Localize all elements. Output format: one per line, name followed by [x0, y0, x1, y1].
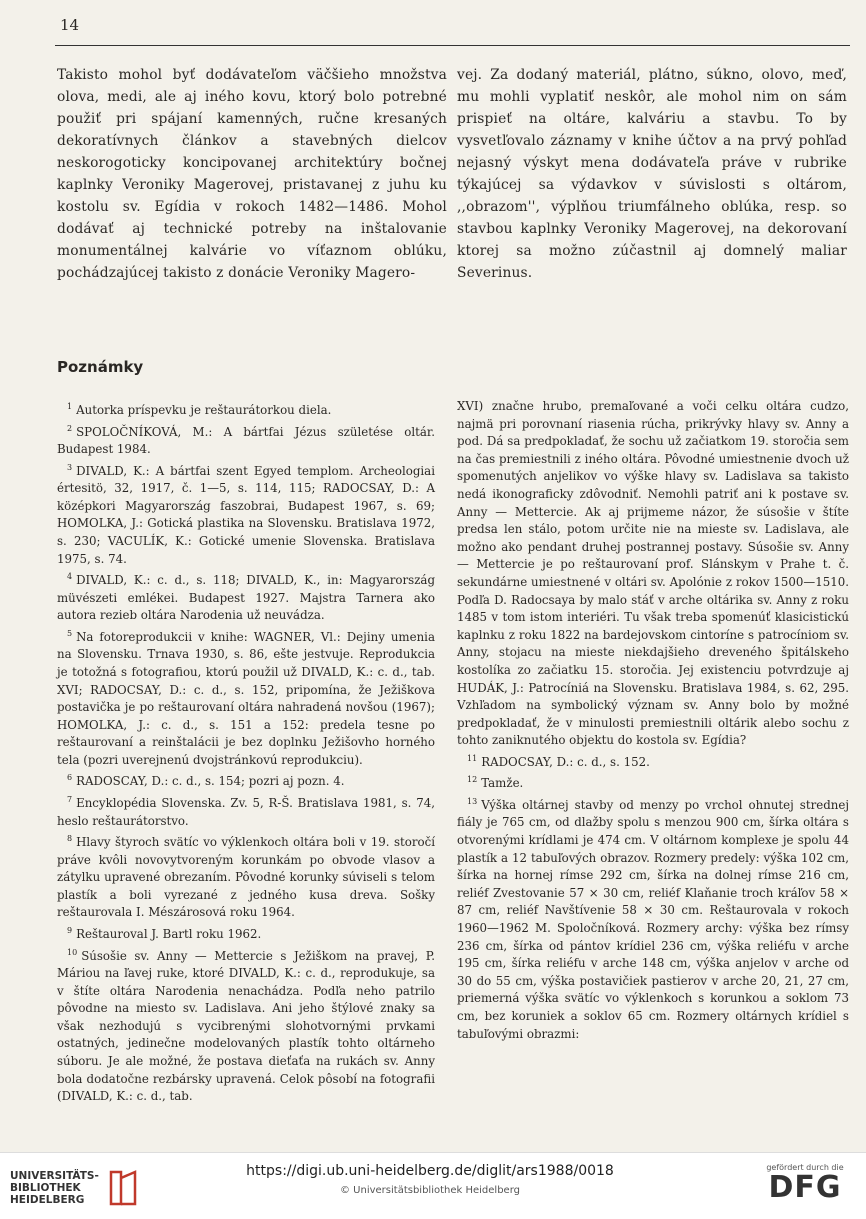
footnote-number: 8 — [67, 834, 73, 844]
footnote-number: 4 — [67, 572, 73, 582]
dfg-logo[interactable] — [760, 1163, 850, 1204]
footnote — [457, 750, 849, 772]
footnote-number: 11 — [467, 753, 478, 763]
footnote-text: DIVALD, K.: c. d., s. 118; DIVALD, K., in: Magyarország müvészeti emlékei. Budapest 1927. Majstra Tarnera ako autora rezieb oltára Narodenia už neuvádza. — [57, 573, 435, 623]
footnote-text: Na fotoreprodukcii v knihe: WAGNER, Vl.: Dejiny umenia na Slovensku. Trnava 1930, s. 86, ešte jestvuje. Reprodukcia je totožná s fotografiou, ktorú použil už DIVALD, K.: c. d., tab. XVI; RADOCSAY, D.: c. d., s. 152, pripomína, že Ježiškova postavička je po reštaurovaní oltára nahradená novšou (1967); HOMOLKA, J.: c. d., s. 151 a 152: predela tesne po reštaurovaní a reinštalácii je bez doplnku Ježišovho horného tela (pozri uverejnenú dvojstránkovú reprodukciu). — [57, 629, 435, 767]
notes-heading: Poznámky — [57, 358, 144, 376]
logo-line: HEIDELBERG — [10, 1194, 85, 1206]
library-logo[interactable] — [10, 1168, 139, 1208]
footnote-number: 12 — [467, 775, 478, 785]
footnote — [457, 793, 849, 1043]
body-paragraph: vej. Za dodaný materiál, plátno, súkno, olovo, meď, mu mohli vyplatiť neskôr, ale mohol nim on sám prispieť na oltáre, kalváriu a stavbu. To by vysvetľovalo záznamy v knihe účtov a na prvý pohľad nejasný výskyt mena dodávateľa práve v rubrike týkajúcej sa výdavkov v súvislosti s oltárom, ,,obrazom'', výplňou triumfálneho oblúka, resp. so stavbou kaplnky Veroniky Magerovej, na dekorovaní ktorej sa možno zúčastnil aj domnelý maliar Severinus. — [457, 67, 847, 281]
notes-column-left — [57, 398, 435, 1106]
footnote — [57, 769, 435, 791]
footnote — [457, 771, 849, 793]
copyright-text: © Universitätsbibliothek Heidelberg — [339, 1185, 520, 1196]
library-emblem-icon — [105, 1168, 139, 1208]
logo-line: BIBLIOTHEK — [10, 1182, 81, 1194]
footnote-number: 2 — [67, 423, 73, 433]
footnote — [57, 459, 435, 568]
footnote — [57, 420, 435, 459]
footnote-text: RADOSCAY, D.: c. d., s. 154; pozri aj pozn. 4. — [76, 774, 345, 789]
footnote-number: 9 — [67, 926, 73, 935]
footnote-number: 7 — [67, 795, 73, 804]
body-paragraph: Takisto mohol byť dodávateľom väčšieho množstva olova, medi, ale aj iného kovu, ktorý bolo potrebné použiť pri spájaní kamenných, ručne kresaných dekoratívnych článkov a stavebných dielcov neskorogoticky koncipovanej architektúry bočnej kaplnky Veroniky Magerovej, pristavanej z juhu ku kostolu sv. Egídia v rokoch 1482—1486. Mohol dodávať aj technické potreby na inštalovanie monumentálnej kalvárie vo víťaznom oblúku, pochádzajúcej takisto z donácie Veroniky Magero- — [57, 67, 447, 281]
footnote — [57, 791, 435, 830]
footnote — [57, 398, 435, 420]
footnote — [57, 830, 435, 922]
footnote-number: 1 — [67, 402, 73, 411]
logo-line: UNIVERSITÄTS- — [10, 1170, 99, 1182]
footnote-text: Reštauroval J. Bartl roku 1962. — [76, 926, 262, 941]
footnote-text: Výška oltárnej stavby od menzy po vrchol ohnutej strednej fiály je 765 cm, od dlažby spolu s menzou 900 cm, šírka oltára s otvorenými krídlami je 474 cm. V oltárnom komplexe je spolu 44 plastík a 12 tabuľových obrazov. Rozmery predely: výška 102 cm, šírka na hornej rímse 292 cm, šírka na dolnej rímse 216 cm, reliéf Zvestovanie 57 × 30 cm, reliéf Klaňanie troch kráľov 58 × 87 cm, reliéf Navštívenie 58 × 30 cm. Reštaurovala v rokoch 1960—1962 M. Spoločníková. Rozmery archy: výška bez rímsy 236 cm, šírka od pántov krídiel 236 cm, výška reliéfu v arche 195 cm, šírka reliéfu v arche 148 cm, výška anjelov v arche od 30 do 55 cm, výška postavičiek pastierov v arche 20, 21, 27 cm, priemerná výška svätíc vo výklenkoch s korunkou a soklom 73 cm, bez koruniek a soklov 65 cm. Rozmery oltárnych krídiel s tabuľovými obrazmi: — [457, 797, 849, 1041]
footnote — [57, 922, 435, 944]
footnote — [57, 625, 435, 770]
footnote — [57, 944, 435, 1106]
footnote-number: 13 — [467, 796, 478, 806]
body-column-right — [457, 64, 847, 284]
header-rule — [55, 45, 850, 46]
footnote-number: 6 — [67, 773, 73, 783]
footnote-number: 3 — [67, 462, 73, 472]
footnote-text: Autorka príspevku je reštaurátorkou diela. — [76, 402, 332, 417]
footnote-text: Hlavy štyroch svätíc vo výklenkoch oltára boli v 19. storočí práve kvôli novovytvoreným korunkám po obvode vlasov a zátylku upravené obrezaním. Pôvodné korunky súviseli s telom plastík a boli vyrezané z jedného kusa dreva. Sošky reštaurovala I. Mészárosová roku 1964. — [57, 835, 435, 920]
note-continuation: XVI) značne hrubo, premaľované a voči celku oltára cudzo, najmä pri porovnaní riasenia rúcha, prikrývky hlavy sv. Anny a pod. Dá sa predpokladať, že sochu už začiatkom 19. storočia sem na čas premiestnili z iného oltára. Pôvodné umiestnenie dvoch už spomenutých anjelikov vo výške hlavy sv. Ladislava sa takisto nedá ikonograficky zdôvodniť. Nemohli patriť ani k postave sv. Anny — Mettercie. Ak aj prijmeme názor, že súsošie v štíte predsa len stálo, potom určite nie na mieste sv. Ladislava, ale možno ako pendant druhej postrannej postavy. Súsošie sv. Anny — Mettercie je po reštaurovaní prof. Slánskym v Prahe t. č. sekundárne umiestnené v oltári sv. Apolónie z rokov 1500—1510. Podľa D. Radocsaya by malo stáť v arche oltárika sv. Anny z roku 1485 v tom istom interiéri. Tu však treba spomenúť klasicistickú kaplnku z roku 1822 na bardejovskom cintoríne s patrocíniom sv. Anny, stojacu na mieste niekdajšieho dreveného špitálskeho kostolíka zo začiatku 15. storočia. Jej existenciu potvrdzuje aj HUDÁK, J.: Patrocíniá na Slovensku. Bratislava 1984, s. 62, 295. Vzhľadom na symbolický význam sv. Anny bolo by možné predpokladať, že v minulosti premiestnili oltárik alebo sochu z tohto zaniknutého objektu do kostola sv. Egídia? — [457, 399, 849, 748]
footnote-number: 10 — [67, 947, 78, 957]
footer-bar — [0, 1152, 866, 1219]
footnote-text: Súsošie sv. Anny — Mettercie s Ježiškom na pravej, P. Máriou na ľavej ruke, ktoré DIVALD, K.: c. d., reprodukuje, sa v štíte oltára Narodenia nenachádza. Podľa neho patrilo pôvodne na miesto sv. Ladislava. Ani jeho štýlové znaky sa však nezhodujú s vycibrenými slohotvornými prvkami ostatných, jedinečne modelovaných plastík tohto oltárneho súboru. Je ale možné, že postava dieťaťa na rukách sv. Anny bola dodatočne rezbársky upravená. Celok pôsobí na fotografii (DIVALD, K.: c. d., tab. — [57, 948, 435, 1104]
footnote-text: SPOLOČNÍKOVÁ, M.: A bártfai Jézus születése oltár. Budapest 1984. — [57, 424, 435, 457]
page-number: 14 — [60, 16, 80, 34]
footnote-text: DIVALD, K.: A bártfai szent Egyed templom. Archeologiai értesitö, 32, 1917, č. 1—5, s. 114, 115; RADOCSAY, D.: A középkori Magyarország faszobrai, Budapest 1967, s. 69; HOMOLKA, J.: Gotická plastika na Slovensku. Bratislava 1972, s. 230; VACULÍK, K.: Gotické umenie Slovenska. Bratislava 1975, s. 74. — [57, 463, 435, 566]
funded-by-text: gefördert durch die — [766, 1163, 844, 1172]
footnote — [57, 568, 435, 625]
footnote-text: Encyklopédia Slovenska. Zv. 5, R-Š. Bratislava 1981, s. 74, heslo reštaurátorstvo. — [57, 795, 435, 828]
footnote-text: Tamže. — [481, 776, 524, 791]
source-url-link[interactable]: https://digi.ub.uni-heidelberg.de/diglit/ars1988/0018 — [246, 1163, 614, 1179]
footnote-text: RADOCSAY, D.: c. d., s. 152. — [481, 754, 650, 769]
dfg-wordmark: DFG — [768, 1170, 842, 1205]
notes-column-right — [457, 398, 849, 1043]
footnote-number: 5 — [67, 628, 73, 638]
body-column-left — [57, 64, 447, 284]
